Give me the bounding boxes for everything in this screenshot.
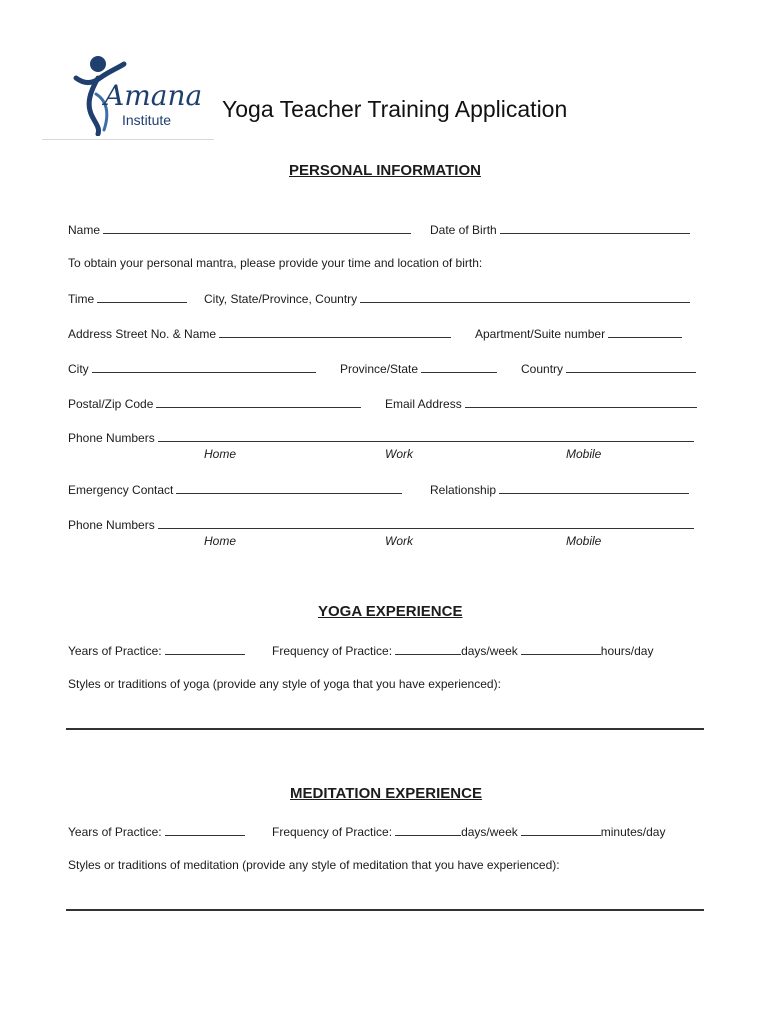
meditation-frequency-field[interactable] [272,823,665,839]
dob-field[interactable] [430,221,690,237]
name-input-line[interactable] [103,221,411,234]
personal-information-heading: PERSONAL INFORMATION [289,162,481,179]
yoga-hours-input-line[interactable] [521,642,601,655]
meditation-experience-heading: MEDITATION EXPERIENCE [290,785,482,802]
dob-label: Date of Birth [430,223,497,237]
meditation-styles-label: Styles or traditions of meditation (provide any style of meditation that you have experienced): [68,858,560,872]
phone-numbers-label: Phone Numbers [68,431,155,445]
city-label: City [68,362,89,376]
postal-label: Postal/Zip Code [68,397,154,411]
email-field[interactable] [385,395,697,411]
birth-location-field[interactable] [204,290,690,306]
emergency-phone-home-caption: Home [204,534,237,548]
city-input-line[interactable] [92,360,316,373]
yoga-years-input-line[interactable] [165,642,245,655]
yoga-experience-heading: YOGA EXPERIENCE [318,603,463,620]
meditation-minutes-input-line[interactable] [521,823,601,836]
email-label: Email Address [385,397,462,411]
province-input-line[interactable] [421,360,497,373]
meditation-minutes-unit: minutes/day [600,825,666,839]
yoga-years-label: Years of Practice: [68,644,162,658]
meditation-years-field[interactable] [68,823,245,839]
emergency-contact-label: Emergency Contact [68,483,174,497]
postal-field[interactable] [68,395,361,411]
phone-mobile-caption: Mobile [566,447,602,461]
apartment-label: Apartment/Suite number [475,327,606,341]
time-input-line[interactable] [97,290,187,303]
dob-input-line[interactable] [500,221,690,234]
emergency-phone-field[interactable] [68,516,694,532]
time-field[interactable] [68,290,187,306]
meditation-years-input-line[interactable] [165,823,245,836]
mantra-note: To obtain your personal mantra, please provide your time and location of birth: [68,256,483,270]
apartment-field[interactable] [475,325,682,341]
yoga-styles-answer-line[interactable] [66,728,704,730]
logo-brand: Amana [104,79,203,112]
birth-location-input-line[interactable] [360,290,690,303]
emergency-phone-input-line[interactable] [158,516,694,529]
emergency-phone-work-caption: Work [385,534,413,548]
phone-home-caption: Home [204,447,237,461]
emergency-contact-input-line[interactable] [176,481,402,494]
emergency-phone-label: Phone Numbers [68,518,155,532]
birth-location-label: City, State/Province, Country [204,292,358,306]
page-title: Yoga Teacher Training Application [222,96,568,122]
emergency-contact-field[interactable] [68,481,402,497]
address-label: Address Street No. & Name [68,327,217,341]
country-input-line[interactable] [566,360,696,373]
phone-numbers-field[interactable] [68,429,694,445]
yoga-frequency-label: Frequency of Practice: [272,644,393,658]
logo-underline [42,139,214,140]
relationship-field[interactable] [430,481,689,497]
country-field[interactable] [521,360,696,376]
city-field[interactable] [68,360,316,376]
yoga-frequency-field[interactable] [272,642,653,658]
time-label: Time [68,292,95,306]
province-label: Province/State [340,362,419,376]
country-label: Country [521,362,564,376]
relationship-input-line[interactable] [499,481,689,494]
logo-subtitle: Institute [122,112,172,128]
email-input-line[interactable] [465,395,697,408]
name-label: Name [68,223,101,237]
emergency-phone-mobile-caption: Mobile [566,534,602,548]
province-field[interactable] [340,360,497,376]
phone-numbers-input-line[interactable] [158,429,694,442]
amana-logo [70,52,220,137]
phone-work-caption: Work [385,447,413,461]
yoga-styles-label: Styles or traditions of yoga (provide any style of yoga that you have experienced): [68,677,501,691]
yoga-hours-unit: hours/day [600,644,654,658]
meditation-styles-answer-line[interactable] [66,909,704,911]
address-field[interactable] [68,325,451,341]
meditation-days-input-line[interactable] [395,823,461,836]
relationship-label: Relationship [430,483,497,497]
yoga-years-field[interactable] [68,642,245,658]
yoga-days-unit: days/week [461,644,518,658]
postal-input-line[interactable] [156,395,361,408]
yoga-days-input-line[interactable] [395,642,461,655]
meditation-years-label: Years of Practice: [68,825,162,839]
apartment-input-line[interactable] [608,325,682,338]
address-input-line[interactable] [219,325,451,338]
meditation-frequency-label: Frequency of Practice: [272,825,393,839]
name-field[interactable] [68,221,411,237]
meditation-days-unit: days/week [461,825,518,839]
